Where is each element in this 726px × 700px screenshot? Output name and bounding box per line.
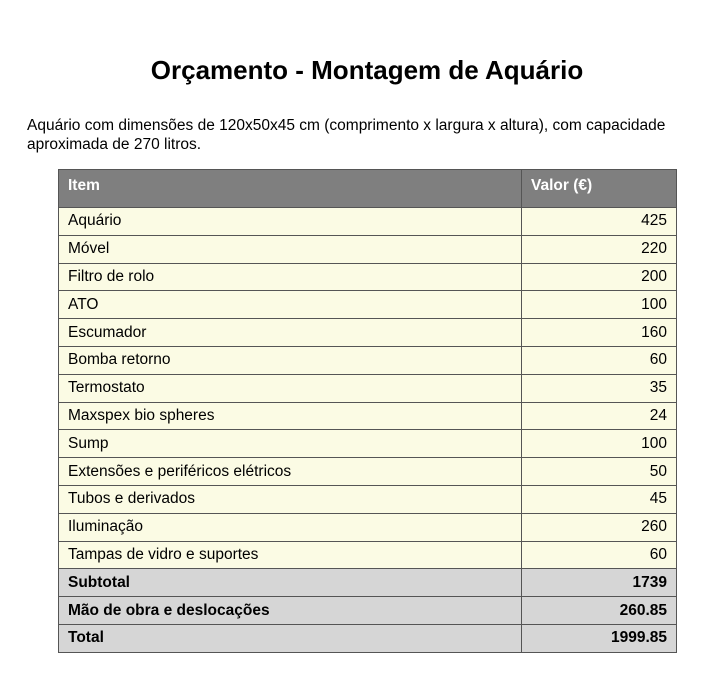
table-row — [59, 458, 677, 486]
item-cell: ATO — [59, 291, 522, 319]
totals-row — [59, 624, 677, 652]
item-cell: Filtro de rolo — [59, 263, 522, 291]
value-cell: 60 — [522, 346, 677, 374]
value-cell: 425 — [522, 208, 677, 236]
budget-table — [58, 169, 677, 653]
value-cell: 160 — [522, 319, 677, 347]
item-cell: Iluminação — [59, 513, 522, 541]
value-cell: 24 — [522, 402, 677, 430]
totals-row — [59, 597, 677, 625]
table-row — [59, 402, 677, 430]
item-cell: Subtotal — [59, 569, 522, 597]
item-cell: Tubos e derivados — [59, 485, 522, 513]
table-row — [59, 319, 677, 347]
value-cell: 35 — [522, 374, 677, 402]
item-cell: Termostato — [59, 374, 522, 402]
table-totals — [59, 569, 677, 652]
table-row — [59, 513, 677, 541]
table-body — [59, 208, 677, 569]
item-cell: Bomba retorno — [59, 346, 522, 374]
item-cell: Total — [59, 624, 522, 652]
intro-paragraph: Aquário com dimensões de 120x50x45 cm (comprimento x largura x altura), com capacidade aproximada de 270 litros. — [27, 117, 666, 153]
page-title: Orçamento - Montagem de Aquário — [150, 55, 584, 85]
item-cell: Extensões e periféricos elétricos — [59, 458, 522, 486]
table-row — [59, 430, 677, 458]
value-cell: 50 — [522, 458, 677, 486]
item-cell: Maxspex bio spheres — [59, 402, 522, 430]
value-cell: 260 — [522, 513, 677, 541]
totals-row — [59, 569, 677, 597]
header-item: Item — [59, 170, 522, 208]
table-row — [59, 208, 677, 236]
value-cell: 100 — [522, 430, 677, 458]
value-cell: 1999.85 — [522, 624, 677, 652]
table-row — [59, 485, 677, 513]
value-cell: 60 — [522, 541, 677, 569]
table-row — [59, 235, 677, 263]
table-row — [59, 263, 677, 291]
table-row — [59, 541, 677, 569]
item-cell: Mão de obra e deslocações — [59, 597, 522, 625]
table-header — [59, 170, 677, 208]
value-cell: 220 — [522, 235, 677, 263]
value-cell: 1739 — [522, 569, 677, 597]
item-cell: Móvel — [59, 235, 522, 263]
value-cell: 100 — [522, 291, 677, 319]
value-cell: 200 — [522, 263, 677, 291]
value-cell: 45 — [522, 485, 677, 513]
item-cell: Tampas de vidro e suportes — [59, 541, 522, 569]
value-cell: 260.85 — [522, 597, 677, 625]
table-row — [59, 291, 677, 319]
item-cell: Escumador — [59, 319, 522, 347]
header-row — [59, 170, 677, 208]
item-cell: Sump — [59, 430, 522, 458]
item-cell: Aquário — [59, 208, 522, 236]
table-row — [59, 374, 677, 402]
header-value: Valor (€) — [522, 170, 677, 208]
table-row — [59, 346, 677, 374]
